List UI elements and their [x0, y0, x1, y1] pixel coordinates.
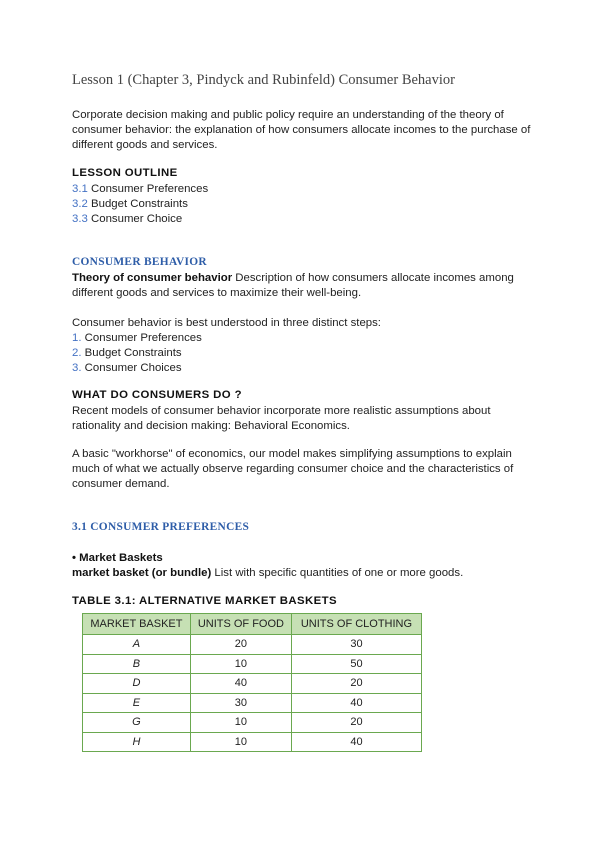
table-row	[83, 654, 422, 674]
what-do-paragraph-1	[72, 404, 532, 434]
step-number: 3.	[72, 362, 82, 374]
outline-item	[72, 182, 532, 197]
what-do-paragraph-2	[72, 447, 532, 492]
step-label: Consumer Preferences	[84, 332, 202, 344]
outline-item-number: 3.2	[72, 198, 88, 210]
steps-intro: Consumer behavior is best understood in three distinct steps:	[72, 317, 381, 329]
food-cell: 10	[190, 654, 291, 674]
intro-paragraph	[72, 108, 532, 153]
basket-cell: H	[83, 732, 191, 752]
lesson-outline	[72, 167, 532, 227]
food-cell: 30	[190, 693, 291, 713]
column-header: MARKET BASKET	[83, 614, 191, 635]
table-row	[83, 732, 422, 752]
step-item	[72, 346, 532, 361]
clothing-cell: 40	[291, 693, 421, 713]
table-caption: TABLE 3.1: ALTERNATIVE MARKET BASKETS	[72, 595, 337, 607]
outline-item-label: Budget Constraints	[91, 198, 188, 210]
basket-cell: A	[83, 635, 191, 655]
table-row	[83, 693, 422, 713]
paragraph-line: consumer demand.	[72, 478, 170, 490]
intro-line: consumer behavior: the explanation of how consumers allocate incomes to the purchase of	[72, 124, 531, 136]
intro-line: different goods and services.	[72, 139, 218, 151]
food-cell: 10	[190, 713, 291, 733]
step-item	[72, 331, 532, 346]
what-do-consumers-heading: WHAT DO CONSUMERS DO ?	[72, 389, 242, 401]
table-row	[83, 713, 422, 733]
paragraph-line: Recent models of consumer behavior incorporate more realistic assumptions about	[72, 405, 491, 417]
outline-item-label: Consumer Choice	[91, 213, 183, 225]
food-cell: 10	[190, 732, 291, 752]
column-header: UNITS OF CLOTHING	[291, 614, 421, 635]
consumer-preferences-heading: 3.1 CONSUMER PREFERENCES	[72, 521, 250, 533]
market-basket-term: market basket (or bundle)	[72, 567, 212, 579]
outline-heading: LESSON OUTLINE	[72, 167, 178, 179]
paragraph-line: much of what we actually observe regarding consumer choice and the characteristics of	[72, 463, 514, 475]
lesson-title: Lesson 1 (Chapter 3, Pindyck and Rubinfeld) Consumer Behavior	[72, 72, 455, 88]
steps-list	[72, 316, 532, 376]
food-cell: 20	[190, 635, 291, 655]
table-header-row	[83, 614, 422, 635]
step-label: Consumer Choices	[84, 362, 182, 374]
theory-definition-text: Description of how consumers allocate incomes among	[232, 272, 514, 284]
basket-cell: E	[83, 693, 191, 713]
market-baskets-block	[72, 551, 532, 581]
food-cell: 40	[190, 674, 291, 694]
step-number: 2.	[72, 347, 82, 359]
theory-definition	[72, 271, 532, 301]
step-label: Budget Constraints	[84, 347, 182, 359]
clothing-cell: 30	[291, 635, 421, 655]
outline-item	[72, 212, 532, 227]
theory-definition-text: different goods and services to maximize their well-being.	[72, 287, 362, 299]
market-baskets-table	[82, 613, 422, 752]
table-row	[83, 674, 422, 694]
basket-cell: D	[83, 674, 191, 694]
column-header: UNITS OF FOOD	[190, 614, 291, 635]
clothing-cell: 20	[291, 713, 421, 733]
outline-item-label: Consumer Preferences	[91, 183, 209, 195]
market-basket-definition: List with specific quantities of one or more goods.	[211, 567, 464, 579]
market-baskets-bullet: • Market Baskets	[72, 552, 163, 564]
basket-cell: G	[83, 713, 191, 733]
theory-term: Theory of consumer behavior	[72, 272, 233, 284]
clothing-cell: 20	[291, 674, 421, 694]
clothing-cell: 50	[291, 654, 421, 674]
clothing-cell: 40	[291, 732, 421, 752]
step-number: 1.	[72, 332, 82, 344]
outline-item-number: 3.3	[72, 213, 88, 225]
paragraph-line: rationality and decision making: Behavioral Economics.	[72, 420, 350, 432]
outline-item	[72, 197, 532, 212]
outline-item-number: 3.1	[72, 183, 88, 195]
step-item	[72, 361, 532, 376]
basket-cell: B	[83, 654, 191, 674]
table-row	[83, 635, 422, 655]
consumer-behavior-heading: CONSUMER BEHAVIOR	[72, 256, 207, 268]
paragraph-line: A basic "workhorse" of economics, our model makes simplifying assumptions to explain	[72, 448, 512, 460]
intro-line: Corporate decision making and public policy require an understanding of the theory of	[72, 109, 504, 121]
